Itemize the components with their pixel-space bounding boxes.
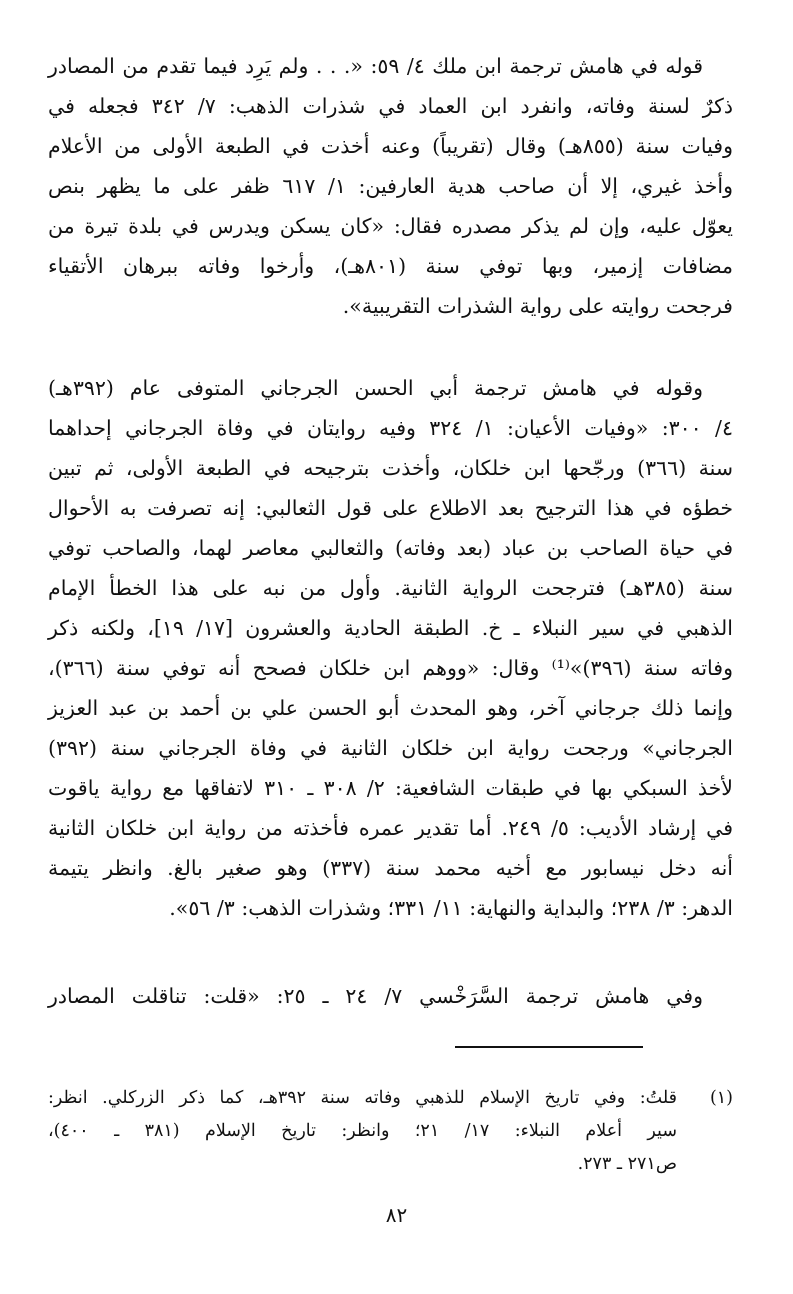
text-line: وقوله في هامش ترجمة أبي الحسن الجرجاني المتوفى عام (٣٩٢هـ) xyxy=(48,376,703,400)
footnote xyxy=(48,1082,733,1181)
text-line: وأخذ غيري، إلا أن صاحب هدية العارفين: ١/ ٦١٧ ظفر على ما يظهر بنص xyxy=(48,174,733,198)
text-line: ٤/ ٣٠٠: «وفيات الأعيان: ١/ ٣٢٤ وفيه روايتان في وفاة الجرجاني إحداهما xyxy=(48,416,733,440)
text-line: مضافات إزمير، وبها توفي سنة (٨٠١هـ)، وأرخوا وفاته ببرهان الأتقياء xyxy=(48,254,733,278)
footnote-number: (١) xyxy=(709,1088,733,1108)
footnote-line: ص٢٧١ ـ ٢٧٣. xyxy=(577,1154,677,1174)
text-line: قوله في هامش ترجمة ابن ملك ٤/ ٥٩: «. . . ولم يَرِد فيما تقدم من المصادر xyxy=(48,54,703,78)
page-number: ٨٢ xyxy=(385,1203,408,1227)
text-line: خطؤه في هذا الترجيح بعد الاطلاع على قول الثعالبي: إنه تصرفت به الأحوال xyxy=(48,496,733,520)
text-line: وفي هامش ترجمة السَّرَخْسي ٧/ ٢٤ ـ ٢٥: «قلت: تناقلت المصادر xyxy=(48,984,703,1008)
footnote-separator xyxy=(455,1046,643,1048)
text-line: وإنما ذلك جرجاني آخر، وهو المحدث أبو الحسن علي بن أحمد بن عبد العزيز xyxy=(48,696,733,720)
text-line: أنه دخل نيسابور مع أخيه محمد سنة (٣٣٧) وهو صغير بالغ. وانظر يتيمة xyxy=(48,856,733,880)
footnote-line: سير أعلام النبلاء: ١٧/ ٢١؛ وانظر: تاريخ الإسلام (٣٨١ ـ ٤٠٠)، xyxy=(48,1121,677,1141)
text-line: وفيات سنة (٨٥٥هـ) وقال (تقريباً) وعنه أخذت في الطبعة الأولى من الأعلام xyxy=(48,134,733,158)
text-line: وفاته سنة (٣٩٦)»⁽¹⁾ وقال: «ووهم ابن خلكان فصحح أنه توفي سنة (٣٦٦)، xyxy=(48,656,733,680)
text-line: الجرجاني» ورجحت رواية ابن خلكان الثانية في وفاة الجرجاني سنة (٣٩٢) xyxy=(48,736,733,760)
text-line: ذكرٌ لسنة وفاته، وانفرد ابن العماد في شذرات الذهب: ٧/ ٣٤٢ فجعله في xyxy=(48,94,733,118)
footnote-line: قلتُ: وفي تاريخ الإسلام للذهبي وفاته سنة ٣٩٢هـ، كما ذكر الزركلي. انظر: xyxy=(48,1088,677,1108)
paragraph-jurjani xyxy=(48,368,733,928)
text-line: سنة (٣٦٦) ورجّحها ابن خلكان، وأخذت بترجيحه في الطبعة الأولى، ثم تبين xyxy=(48,456,733,480)
paragraph-ibn-malak xyxy=(48,46,733,326)
text-line: الذهبي في سير النبلاء ـ خ. الطبقة الحادية والعشرون [١٧/ ١٩]، ولكنه ذكر xyxy=(48,616,733,640)
text-line: يعوّل عليه، وإن لم يذكر مصدره فقال: «كان يسكن ويدرس في بلدة تيرة من xyxy=(48,214,733,238)
paragraph-sarakhsi xyxy=(48,976,733,1016)
text-line: سنة (٣٨٥هـ) فترجحت الرواية الثانية. وأول من نبه على هذا الخطأ الإمام xyxy=(48,576,733,600)
text-line: في إرشاد الأديب: ٥/ ٢٤٩. أما تقدير عمره فأخذته من رواية ابن خلكان الثانية xyxy=(48,816,733,840)
text-line: فرجحت روايته على رواية الشذرات التقريبية». xyxy=(342,294,733,318)
text-line: لأخذ السبكي بها في طبقات الشافعية: ٢/ ٣٠٨ ـ ٣١٠ لاتفاقها مع رواية ياقوت xyxy=(48,776,733,800)
text-line: الدهر: ٣/ ٢٣٨؛ والبداية والنهاية: ١١/ ٣٣١؛ وشذرات الذهب: ٣/ ٥٦». xyxy=(169,896,733,920)
text-line: في حياة الصاحب بن عباد (بعد وفاته) والثعالبي معاصر لهما، والصاحب توفي xyxy=(48,536,733,560)
